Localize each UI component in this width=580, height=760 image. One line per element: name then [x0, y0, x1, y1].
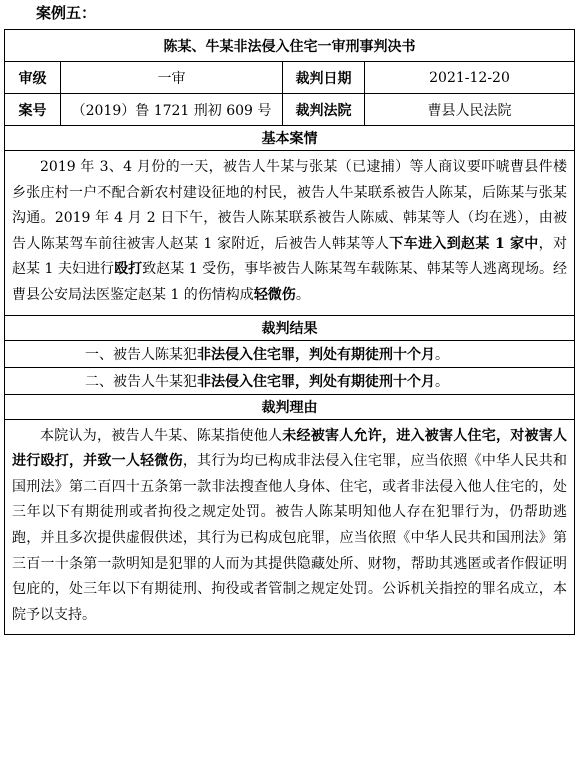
verdict-1-end: 。: [435, 346, 449, 363]
facts-text-3: 致赵某 1 受伤，事毕被告人陈某驾车载陈某、韩某等人逃离现场。经曹县公安局法医鉴定赵某 1 的伤情构成: [12, 261, 568, 303]
verdict-line-2: [5, 367, 575, 394]
judgment-date-value: 2021-12-20: [365, 62, 575, 94]
reasoning-emphasis: 未经被害人允许，进入被害人住宅，对被害人进行殴打，并致一人轻微伤: [12, 427, 567, 470]
reasoning-text-1: 本院认为，被告人牛某、陈某指使他人: [40, 427, 283, 444]
verdict-1-prefix: 一、被告人陈某犯: [85, 346, 197, 363]
facts-emphasis-entry: 下车进入到赵某 1 家中: [389, 235, 539, 252]
reasoning-paragraph: [5, 419, 575, 635]
judgment-date-label: 裁判日期: [283, 62, 365, 94]
facts-emphasis-injury: 轻微伤: [253, 286, 296, 303]
verdict-2-sentence: 非法侵入住宅罪，判处有期徒刑十个月: [197, 373, 435, 390]
court-value: 曹县人民法院: [365, 94, 575, 126]
verdict-2-prefix: 二、被告人牛某犯: [85, 373, 197, 390]
reasoning-heading: 裁判理由: [5, 394, 575, 419]
trial-level-label: 审级: [5, 62, 61, 94]
facts-text-2: ，对赵某 1 夫妇进行: [12, 235, 568, 278]
result-heading: 裁判结果: [5, 315, 575, 340]
facts-emphasis-assault: 殴打: [114, 261, 143, 278]
verdict-1-sentence: 非法侵入住宅罪，判处有期徒刑十个月: [197, 346, 435, 363]
document-title: 陈某、牛某非法侵入住宅一审刑事判决书: [5, 30, 575, 62]
reasoning-text-2: ，其行为均已构成非法侵入住宅罪，应当依照《中华人民共和国刑法》第二百四十五条第一款非法搜查他人身体、住宅，或者非法侵入他人住宅的，处三年以下有期徒刑或者拘役之规定处罚。被告人陈某明知他人存在犯罪行为，仍帮助逃跑，并且多次提供虚假供述，其行为已构成包庇罪，应当依照《中华人民共和国刑法》第三百一十条第一款明知是犯罪的人而为其提供隐藏处所、财物，帮助其逃匿或者作假证明包庇的，处三年以下有期徒刑、拘役或者管制之规定处罚。公诉机关指控的罪名成立，本院予以支持。: [12, 453, 568, 623]
trial-level-value: 一审: [61, 62, 283, 94]
verdict-2-end: 。: [435, 373, 449, 390]
judgment-summary-table: [4, 29, 575, 635]
court-label: 裁判法院: [283, 94, 365, 126]
case-number-label: 案号: [5, 94, 61, 126]
facts-text-1: 2019 年 3、4 月份的一天，被告人牛某与张某（已逮捕）等人商议要吓唬曹县件楼乡张庄村一户不配合新农村建设征地的村民，被告人牛某联系被告人陈某，后陈某与张某沟通。2019 年 4 月 2 日下午，被告人陈某联系被告人陈威、韩某等人（均在逃），由被告人陈某驾车前往被害人赵某 1 家附近，后被告人韩某等人: [12, 159, 567, 252]
verdict-line-1: [5, 340, 575, 367]
facts-text-end: 。: [295, 286, 310, 303]
facts-heading: 基本案情: [5, 126, 575, 151]
case-number-value: （2019）鲁 1721 刑初 609 号: [61, 94, 283, 126]
case-label: 案例五：: [36, 4, 97, 22]
facts-paragraph: [5, 151, 575, 316]
